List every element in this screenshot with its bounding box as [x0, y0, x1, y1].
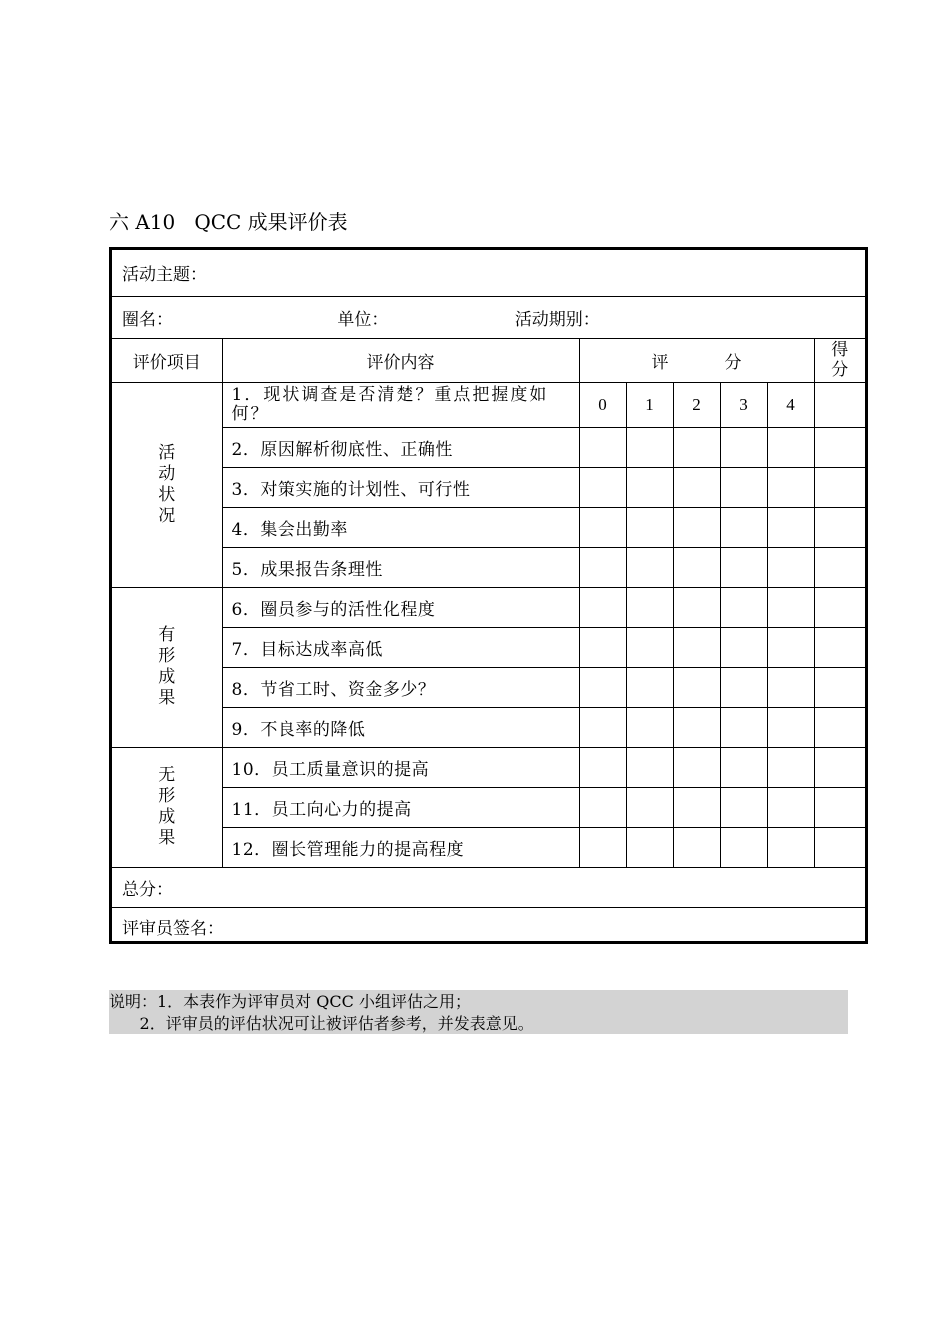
group-char: 成 [158, 667, 176, 687]
criterion-7: 7．目标达成率高低 [222, 627, 579, 667]
group-char: 果 [158, 688, 176, 708]
group-char: 动 [158, 463, 176, 484]
score-cell[interactable] [673, 747, 720, 787]
score-cell[interactable] [767, 427, 814, 467]
score-cell[interactable] [720, 827, 767, 867]
score-cell[interactable] [673, 787, 720, 827]
total-score-label: 总分： [122, 879, 173, 900]
group-char: 有 [158, 625, 176, 645]
score-option-3[interactable]: 3 [720, 382, 767, 427]
group-char: 无 [158, 765, 176, 785]
evaluation-table [112, 250, 865, 945]
score-cell[interactable] [579, 467, 626, 507]
score-cell[interactable] [673, 627, 720, 667]
criterion-3: 3．对策实施的计划性、可行性 [222, 467, 579, 507]
group-char: 状 [158, 484, 176, 505]
note-line-1: 说明：1．本表作为评审员对 QCC 小组评估之用； [109, 992, 471, 1011]
score-cell[interactable] [579, 587, 626, 627]
score-option-1[interactable]: 1 [626, 382, 673, 427]
group-intangible-results [112, 747, 222, 867]
unit-label: 单位： [337, 309, 389, 330]
score-cell[interactable] [720, 467, 767, 507]
note-line-2: 2．评审员的评估状况可让被评估者参考，并发表意见。 [109, 1014, 534, 1033]
defen-header-char-2: 分 [831, 360, 849, 380]
score-cell[interactable] [626, 507, 673, 547]
defen-cell[interactable] [814, 382, 865, 427]
defen-cell[interactable] [814, 587, 865, 627]
defen-cell[interactable] [814, 627, 865, 667]
defen-cell[interactable] [814, 787, 865, 827]
notes-box [109, 990, 848, 1034]
score-cell[interactable] [720, 587, 767, 627]
score-cell[interactable] [579, 747, 626, 787]
score-cell[interactable] [579, 547, 626, 587]
score-cell[interactable] [626, 787, 673, 827]
score-header-char-1: 评 [651, 352, 669, 373]
score-cell[interactable] [767, 707, 814, 747]
score-cell[interactable] [626, 547, 673, 587]
score-header-char-2: 分 [724, 352, 742, 373]
score-cell[interactable] [767, 627, 814, 667]
criterion-8: 8．节省工时、资金多少？ [222, 667, 579, 707]
reviewer-signature-label: 评审员签名： [122, 918, 224, 939]
defen-cell[interactable] [814, 667, 865, 707]
score-cell[interactable] [673, 467, 720, 507]
defen-cell[interactable] [814, 547, 865, 587]
score-cell[interactable] [673, 547, 720, 587]
score-cell[interactable] [579, 667, 626, 707]
score-cell[interactable] [579, 707, 626, 747]
criterion-5: 5．成果报告条理性 [222, 547, 579, 587]
criterion-11: 11．员工向心力的提高 [222, 787, 579, 827]
score-cell[interactable] [720, 427, 767, 467]
defen-cell[interactable] [814, 427, 865, 467]
score-option-2[interactable]: 2 [673, 382, 720, 427]
group-char: 况 [158, 505, 176, 526]
score-cell[interactable] [767, 587, 814, 627]
score-cell[interactable] [767, 467, 814, 507]
score-cell[interactable] [626, 827, 673, 867]
score-cell[interactable] [720, 507, 767, 547]
score-cell[interactable] [626, 467, 673, 507]
criterion-2: 2．原因解析彻底性、正确性 [222, 427, 579, 467]
score-cell[interactable] [720, 747, 767, 787]
content-column-header: 评价内容 [222, 338, 579, 382]
score-cell[interactable] [673, 587, 720, 627]
criterion-4: 4．集会出勤率 [222, 507, 579, 547]
defen-cell[interactable] [814, 827, 865, 867]
group-char: 形 [158, 646, 176, 666]
score-cell[interactable] [673, 507, 720, 547]
item-column-header: 评价项目 [112, 338, 222, 382]
score-cell[interactable] [626, 747, 673, 787]
score-cell[interactable] [720, 787, 767, 827]
score-cell[interactable] [626, 707, 673, 747]
score-cell[interactable] [720, 667, 767, 707]
score-option-4[interactable]: 4 [767, 382, 814, 427]
group-char: 形 [158, 786, 176, 806]
criterion-1: 1．现状调查是否清楚？重点把握度如何？ [222, 382, 579, 427]
defen-header-char-1: 得 [831, 340, 849, 360]
criterion-6: 6．圈员参与的活性化程度 [222, 587, 579, 627]
score-cell[interactable] [767, 507, 814, 547]
group-char: 成 [158, 807, 176, 827]
defen-column-header [814, 338, 865, 382]
score-cell[interactable] [720, 707, 767, 747]
criterion-12: 12．圈长管理能力的提高程度 [222, 827, 579, 867]
group-char: 果 [158, 828, 176, 848]
score-cell[interactable] [767, 547, 814, 587]
theme-field[interactable] [112, 250, 865, 296]
score-cell[interactable] [673, 667, 720, 707]
period-label: 活动期别： [514, 309, 600, 330]
evaluation-form [109, 247, 868, 944]
criterion-10: 10．员工质量意识的提高 [222, 747, 579, 787]
score-cell[interactable] [579, 827, 626, 867]
score-cell[interactable] [767, 667, 814, 707]
score-cell[interactable] [579, 627, 626, 667]
score-cell[interactable] [579, 787, 626, 827]
score-column-header [579, 338, 814, 382]
defen-cell[interactable] [814, 467, 865, 507]
group-activity-status [112, 382, 222, 587]
score-cell[interactable] [673, 707, 720, 747]
score-cell[interactable] [767, 747, 814, 787]
score-cell[interactable] [767, 827, 814, 867]
reviewer-signature-field[interactable] [112, 907, 865, 945]
total-score-field[interactable] [112, 867, 865, 907]
score-cell[interactable] [626, 587, 673, 627]
score-cell[interactable] [720, 627, 767, 667]
score-cell[interactable] [673, 427, 720, 467]
score-cell[interactable] [626, 627, 673, 667]
group-tangible-results [112, 587, 222, 747]
page-title: 六 A10 QCC 成果评价表 [109, 210, 348, 234]
score-cell[interactable] [767, 787, 814, 827]
score-cell[interactable] [579, 507, 626, 547]
defen-cell[interactable] [814, 707, 865, 747]
circle-name-label: 圈名： [122, 309, 173, 330]
group-char: 活 [158, 442, 176, 463]
circle-info-row [112, 296, 865, 338]
score-cell[interactable] [626, 427, 673, 467]
score-cell[interactable] [720, 547, 767, 587]
criterion-9: 9．不良率的降低 [222, 707, 579, 747]
score-cell[interactable] [579, 427, 626, 467]
score-option-0[interactable]: 0 [579, 382, 626, 427]
defen-cell[interactable] [814, 747, 865, 787]
defen-cell[interactable] [814, 507, 865, 547]
theme-label: 活动主题： [122, 265, 207, 286]
score-cell[interactable] [626, 667, 673, 707]
score-cell[interactable] [673, 827, 720, 867]
